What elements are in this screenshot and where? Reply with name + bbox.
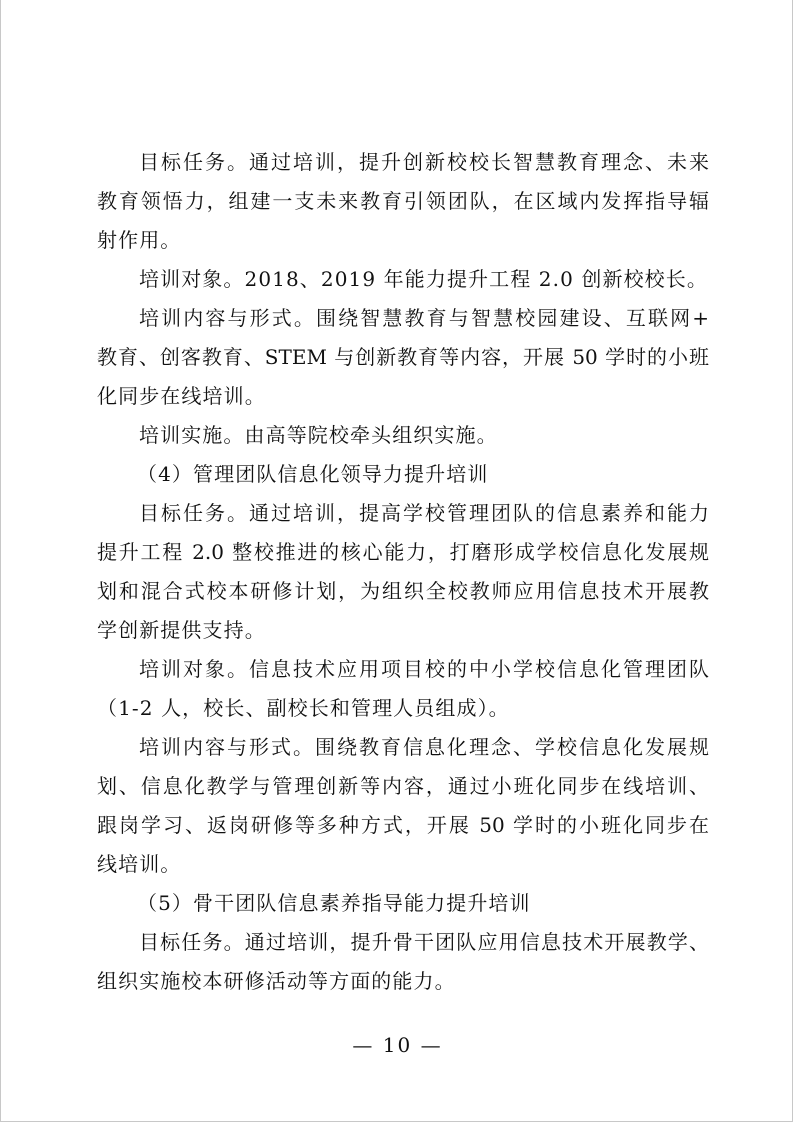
paragraph-line: 跟岗学习、返岗研修等多种方式，开展 50 学时的小班化同步在 (97, 813, 709, 837)
paragraph-line: 培训内容与形式。围绕智慧教育与智慧校园建设、互联网+ (139, 306, 709, 330)
paragraph-line: 教育、创客教育、STEM 与创新教育等内容，开展 50 学时的小班 (97, 345, 709, 369)
paragraph-line: 射作用。 (97, 228, 182, 252)
section-heading: （5）骨干团队信息素养指导能力提升培训 (137, 891, 531, 915)
paragraph-line: 目标任务。通过培训，提升骨干团队应用信息技术开展教学、 (139, 930, 709, 954)
paragraph-line: 培训对象。信息技术应用项目校的中小学校信息化管理团队 (139, 657, 709, 681)
paragraph-line: 线培训。 (97, 852, 182, 876)
paragraph-line: 划、信息化教学与管理创新等内容，通过小班化同步在线培训、 (97, 774, 709, 798)
paragraph-line: 化同步在线培训。 (97, 384, 266, 408)
paragraph-line: 培训对象。2018、2019 年能力提升工程 2.0 创新校校长。 (139, 267, 708, 291)
paragraph-line: 培训实施。由高等院校牵头组织实施。 (139, 423, 498, 447)
paragraph-line: 学创新提供支持。 (97, 618, 266, 642)
paragraph-line: 组织实施校本研修活动等方面的能力。 (97, 969, 456, 993)
section-heading: （4）管理团队信息化领导力提升培训 (137, 462, 489, 486)
paragraph-line: 教育领悟力，组建一支未来教育引领团队，在区域内发挥指导辐 (97, 189, 709, 213)
paragraph-line: （1-2 人，校长、副校长和管理人员组成）。 (97, 696, 510, 720)
paragraph-line: 培训内容与形式。围绕教育信息化理念、学校信息化发展规 (139, 735, 709, 759)
paragraph-line: 提升工程 2.0 整校推进的核心能力，打磨形成学校信息化发展规 (97, 540, 709, 564)
paragraph-line: 目标任务。通过培训，提升创新校校长智慧教育理念、未来 (139, 150, 709, 174)
paragraph-line: 划和混合式校本研修计划，为组织全校教师应用信息技术开展教 (97, 579, 709, 603)
page-number: — 10 — (352, 1033, 443, 1057)
paragraph-line: 目标任务。通过培训，提高学校管理团队的信息素养和能力 (139, 501, 709, 525)
